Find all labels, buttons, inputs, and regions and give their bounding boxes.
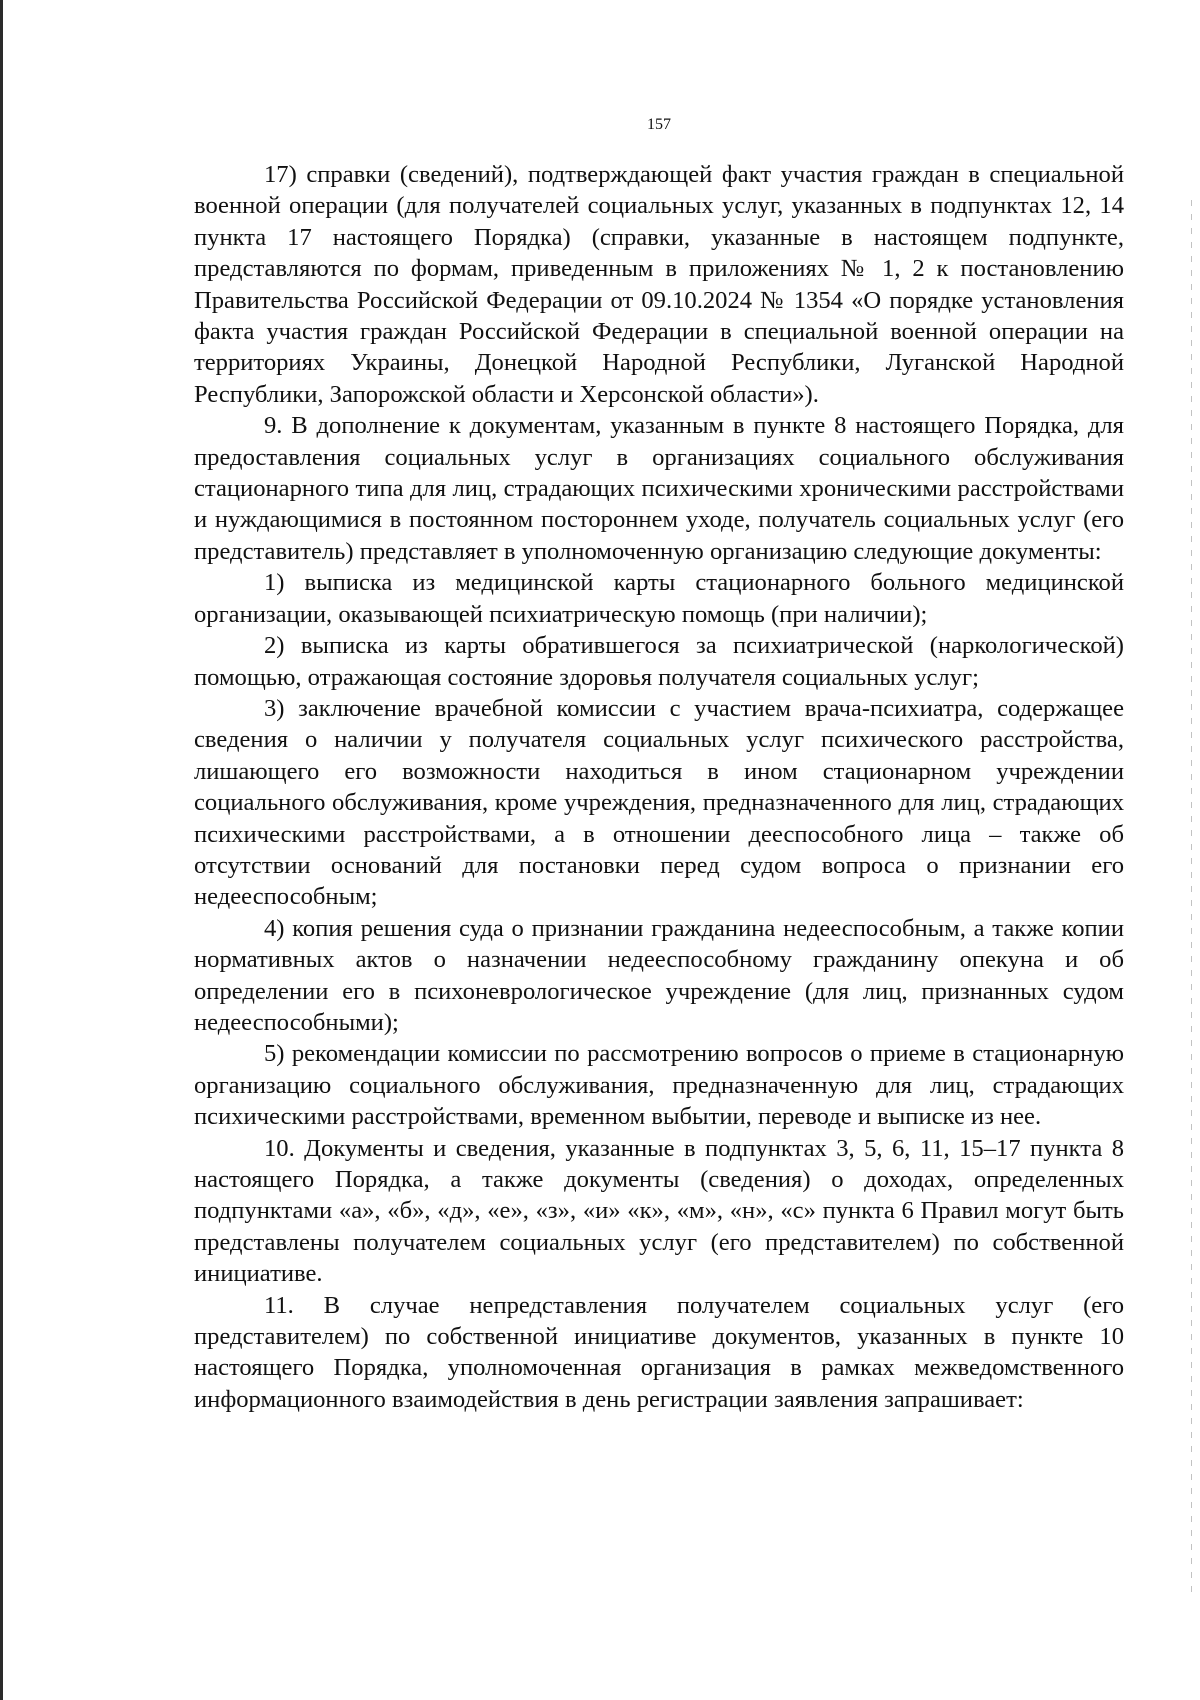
paragraph-9-item-4: 4) копия решения суда о признании гражданина недееспособным, а также копии нормативных актов о назначении недееспособному гражданину опекуна и об определении его в психоневрологическое учреждение (для лиц, признанных судом недееспособными); <box>194 914 1124 1036</box>
paragraph-9-item-3: 3) заключение врачебной комиссии с участием врача-психиатра, содержащее сведения о наличии у получателя социальных услуг психического расстройства, лишающего его возможности находиться в ином стационарном учреждении социального обслуживания, кроме учреждения, предназначенного для лиц, страдающих психическими расстройствами, а в отношении дееспособного лица – также об отсутствии оснований для постановки перед судом вопроса о признании его недееспособным; <box>194 694 1124 911</box>
paragraph-9: 9. В дополнение к документам, указанным в пункте 8 настоящего Порядка, для предоставления социальных услуг в организациях социального обслуживания стационарного типа для лиц, страдающих психическими хроническими расстройствами и нуждающимися в постоянном постороннем уходе, получатель социальных услуг (его представитель) представляет в уполномоченную организацию следующие документы: <box>194 412 1124 565</box>
scan-left-edge <box>0 0 3 1700</box>
paragraph-9-item-2: 2) выписка из карты обратившегося за психиатрической (наркологической) помощью, отражающая состояние здоровья получателя социальных услуг; <box>194 632 1124 691</box>
paragraph-11: 11. В случае непредставления получателем социальных услуг (его представителем) по собственной инициативе документов, указанных в пункте 10 настоящего Порядка, уполномоченная организация в рамках межведомственного информационного взаимодействия в день регистрации заявления запрашивает: <box>194 1291 1124 1413</box>
paragraph-9-item-5: 5) рекомендации комиссии по рассмотрению вопросов о приеме в стационарную организацию социального обслуживания, предназначенную для лиц, страдающих психическими расстройствами, временном выбытии, переводе и выписке из нее. <box>194 1040 1124 1131</box>
scan-right-edge <box>1191 200 1192 1600</box>
page-number: 157 <box>647 116 671 133</box>
paragraph-subitem-17: 17) справки (сведений), подтверждающей факт участия граждан в специальной военной операции (для получателей социальных услуг, указанных в подпунктах 12, 14 пункта 17 настоящего Порядка) (справки, указанные в настоящем подпункте, представляются по формам, приведенным в приложениях № 1, 2 к постановлению Правительства Российской Федерации от 09.10.2024 № 1354 «О порядке установления факта участия граждан Российской Федерации в специальной военной операции на территориях Украины, Донецкой Народной Республики, Луганской Народной Республики, Запорожской области и Херсонской области»). <box>194 161 1124 408</box>
document-body <box>194 159 1124 1415</box>
paragraph-10: 10. Документы и сведения, указанные в подпунктах 3, 5, 6, 11, 15–17 пункта 8 настоящего Порядка, а также документы (сведения) о доходах, определенных подпунктами «а», «б», «д», «е», «з», «и» «к», «м», «н», «с» пункта 6 Правил могут быть представлены получателем социальных услуг (его представителем) по собственной инициативе. <box>194 1134 1124 1288</box>
paragraph-9-item-1: 1) выписка из медицинской карты стационарного больного медицинской организации, оказывающей психиатрическую помощь (при наличии); <box>194 569 1124 628</box>
